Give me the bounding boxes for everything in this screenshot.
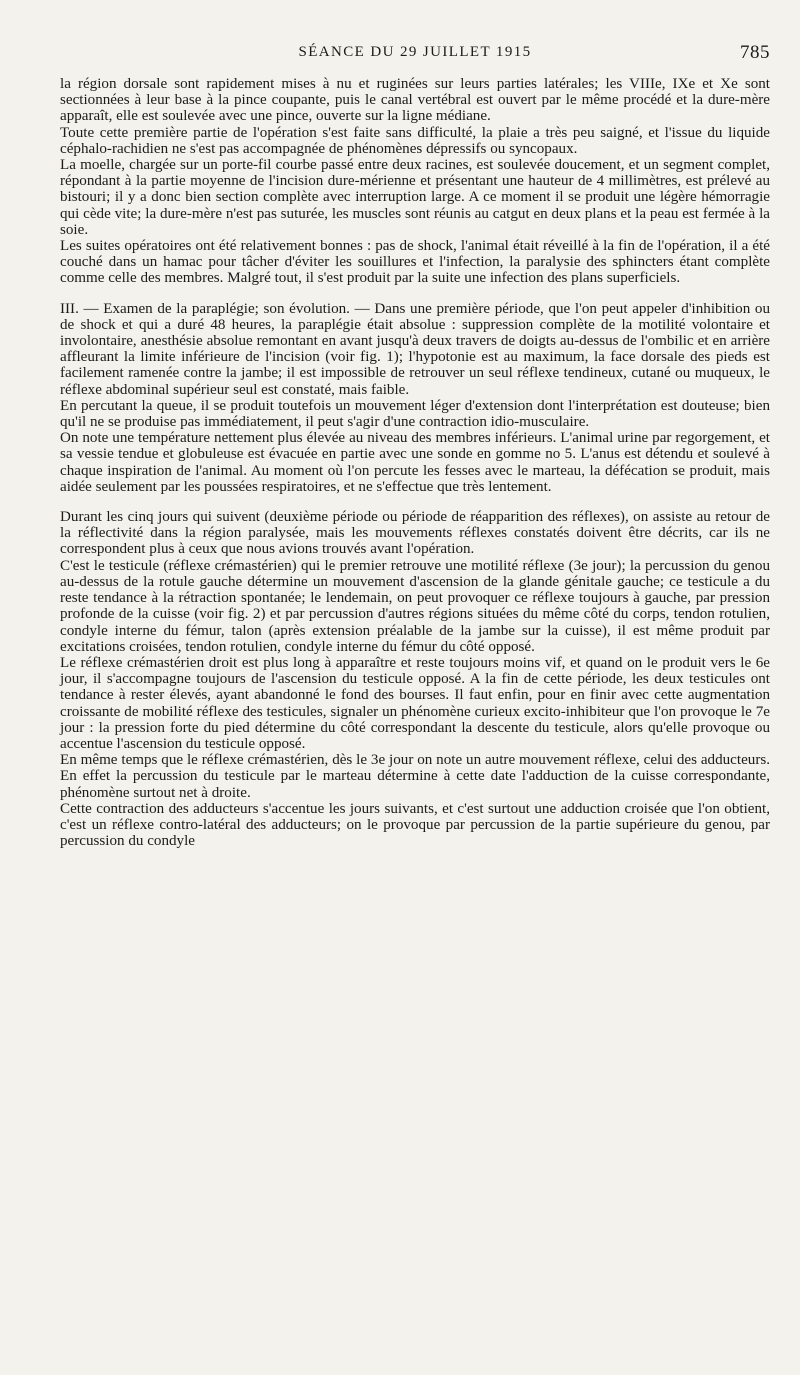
section-spacer xyxy=(60,495,770,509)
paragraph-9: C'est le testicule (réflexe crémastérien) qui le premier retrouve une motilité réflexe (3e jour); la percussion du genou au-dessus de la rotule gauche détermine un mouvement d'ascension de la glande génitale gauche; ce testicule a du reste tendance à la rétraction spontanée; le lendemain, on peut provoquer ce réflexe toujours à gauche, par pression profonde de la cuisse (voir fig. 2) et par percussion d'autres régions situées du même côté du corps, tendon rotulien, condyle interne du fémur, talon (après extension préalable de la jambe sur la cuisse), il est même produit par excitations croisées, tendon rotulien, condyle interne du fémur du côté opposé. xyxy=(60,557,770,655)
paragraph-12: Cette contraction des adducteurs s'accentue les jours suivants, et c'est surtout une adduction croisée que l'on obtient, c'est un réflexe contro-latéral des adducteurs; on le provoque par percussion de la partie supérieure du genou, par percussion du condyle xyxy=(60,800,770,850)
paragraph-8: Durant les cinq jours qui suivent (deuxième période ou période de réapparition des réflexes), on assiste au retour de la réflectivité dans la région paralysée, mais les mouvements réflexes constatés doivent être décrits, car ils ne correspondent plus à ceux que nous avions trouvés avant l'opération. xyxy=(60,509,770,558)
page-number: 785 xyxy=(740,42,770,63)
body-text xyxy=(60,76,770,849)
page-header xyxy=(60,44,770,68)
paragraph-10: Le réflexe crémastérien droit est plus long à apparaître et reste toujours moins vif, et quand on le produit vers le 6e jour, il s'accompagne toujours de l'ascension du testicule opposé. A la fin de cette période, les deux testicules ont tendance à rester élevés, ayant abandonné le fond des bourses. Il faut enfin, pour en finir avec cette augmentation croissante de mobilité réflexe des testicules, signaler un phénomène curieux excito-inhibiteur que l'on provoque le 7e jour : la pression forte du pied détermine du côté correspondant la descente du testicule, alors qu'elle provoque ou accentue l'ascension du testicule opposé. xyxy=(60,654,770,752)
paragraph-section-iii: III. — Examen de la paraplégie; son évolution. — Dans une première période, que l'on peut appeler d'inhibition ou de shock et qui a duré 48 heures, la paraplégie était absolue : suppression complète de la motilité volontaire et involontaire, anesthésie absolue remontant en avant jusqu'à deux travers de doigts au-dessus de l'ombilic et en arrière affleurant la limite inférieure de l'incision (voir fig. 1); l'hypotonie est au maximum, la face dorsale des pieds est facilement ramenée contre la jambe; il est impossible de retrouver un seul réflexe tendineux, cutané ou muqueux, le réflexe abdominal supérieur seul est constaté, mais faible. xyxy=(60,300,770,398)
paragraph-4: Les suites opératoires ont été relativement bonnes : pas de shock, l'animal était réveillé à la fin de l'opération, il a été couché dans un hamac pour tâcher d'éviter les souillures et l'infection, la paralysie des sphincters étant complète comme celle des membres. Malgré tout, il s'est produit par la suite une infection des plans superficiels. xyxy=(60,238,770,287)
running-title: SÉANCE DU 29 JUILLET 1915 xyxy=(298,44,532,60)
paragraph-7: On note une température nettement plus élevée au niveau des membres inférieurs. L'animal urine par regorgement, et sa vessie tendue et globuleuse est évacuée en partie avec une sonde en gomme no 5. L'anus est détendu et soulevé à chaque inspiration de l'animal. Au moment où l'on percute les fesses avec le marteau, la défécation se produit, mais aidée seulement par les poussées respiratoires, et ne s'effectue que très lentement. xyxy=(60,430,770,495)
paragraph-3: La moelle, chargée sur un porte-fil courbe passé entre deux racines, est soulevée doucement, et un segment complet, répondant à la partie moyenne de l'incision dure-mérienne et présentant une hauteur de 4 millimètres, est prélevé au bistouri; il y a donc bien section complète avec interruption large. A ce moment il se produit une légère hémorragie qui cède vite; la dure-mère n'est pas suturée, les muscles sont réunis au catgut en deux plans et la peau est fermée à la soie. xyxy=(60,157,770,238)
paragraph-6: En percutant la queue, il se produit toutefois un mouvement léger d'extension dont l'interprétation est douteuse; bien qu'il ne se produise pas immédiatement, il peut s'agir d'une contraction idio-musculaire. xyxy=(60,397,770,431)
paragraph-2: Toute cette première partie de l'opération s'est faite sans difficulté, la plaie a très peu saigné, et l'issue du liquide céphalo-rachidien ne s'est pas accompagnée de phénomènes dépressifs ou syncopaux. xyxy=(60,124,770,157)
paragraph-1: la région dorsale sont rapidement mises à nu et ruginées sur leurs parties latérales; les VIIIe, IXe et Xe sont sectionnées à leur base à la pince coupante, puis le canal vertébral est ouvert par le même procédé et la dure-mère apparaît, elle est soulevée avec une pince, ouverte sur la ligne médiane. xyxy=(60,76,770,125)
paragraph-11: En même temps que le réflexe crémastérien, dès le 3e jour on note un autre mouvement réflexe, celui des adducteurs. En effet la percussion du testicule par le marteau détermine à cette date l'adduction de la cuisse correspondante, phénomène surtout net à droite. xyxy=(60,752,770,801)
section-spacer xyxy=(60,287,770,301)
